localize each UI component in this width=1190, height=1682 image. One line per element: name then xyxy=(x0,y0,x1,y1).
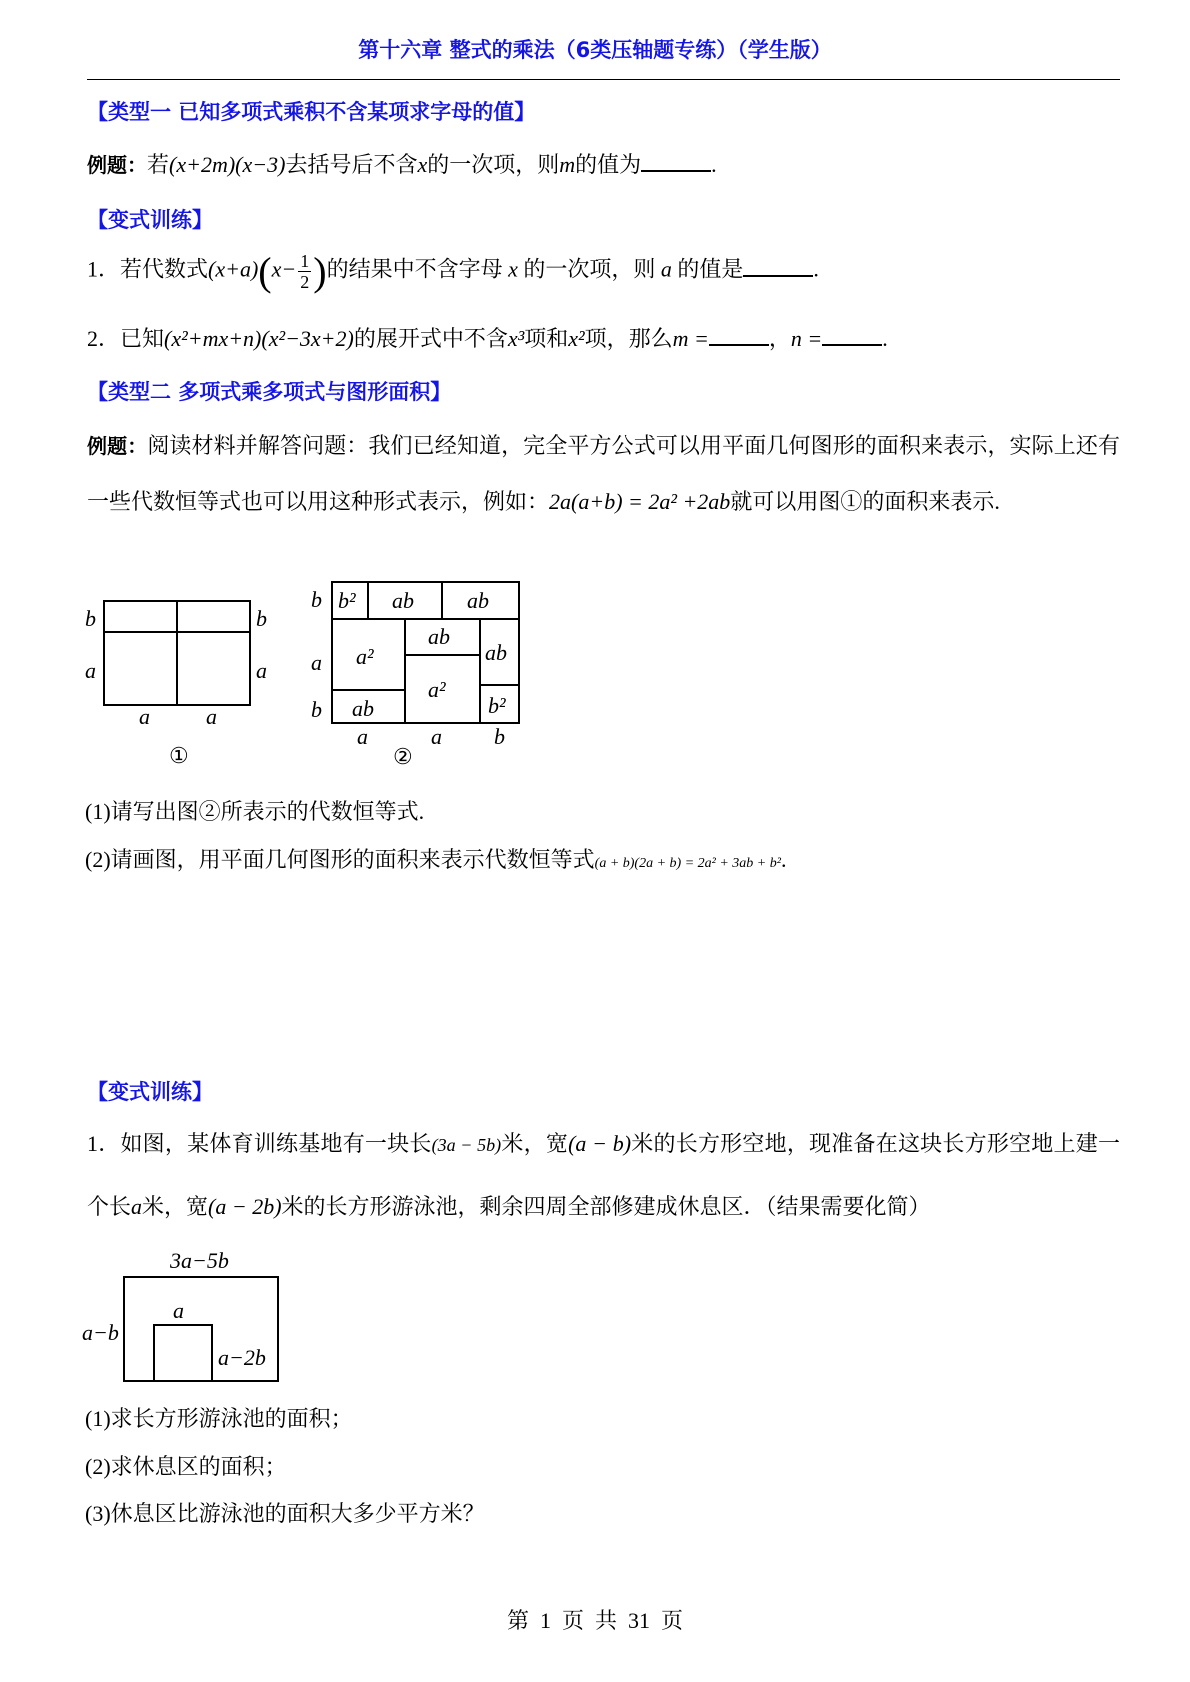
fig2-cell: a² xyxy=(356,644,374,669)
fig3-top-label: 3a−5b xyxy=(170,1248,229,1273)
fig2-left-b: b xyxy=(311,587,322,612)
fig2-left-a: a xyxy=(311,650,322,675)
text: 的值为 xyxy=(575,152,642,177)
math: x xyxy=(508,256,518,282)
fig2-left-b: b xyxy=(311,697,322,722)
fig2-cell: ab xyxy=(352,696,374,721)
fig2-bottom-b: b xyxy=(494,724,505,749)
text: . xyxy=(780,847,787,872)
fig2-cell: ab xyxy=(392,588,414,613)
type2-subquestion-2 xyxy=(85,843,786,874)
text: . xyxy=(813,256,819,282)
text: 去括号后不含 xyxy=(285,152,418,177)
text: 若 xyxy=(147,152,170,177)
practice-heading-2: 【变式训练】 xyxy=(87,1080,213,1104)
figure-3 xyxy=(0,1240,320,1390)
text: 的值是 xyxy=(677,256,744,282)
text: . xyxy=(882,326,888,351)
document-title: 第十六章 整式的乘法（6类压轴题专练）（学生版） xyxy=(358,38,832,62)
math: m = xyxy=(672,326,709,351)
paren: ) xyxy=(313,249,327,294)
text: 项，那么 xyxy=(584,326,673,351)
text: 的结果中不含字母 xyxy=(326,256,503,282)
fig1-left-a: a xyxy=(85,658,96,683)
numerator: 1 xyxy=(300,251,310,271)
math: (x+a) xyxy=(208,256,259,282)
question-number: 2． xyxy=(87,326,121,351)
math: (x+2m)(x−3) xyxy=(169,152,286,177)
fig3-subquestion-2: (2)求休息区的面积； xyxy=(85,1454,287,1479)
text: 项和 xyxy=(524,326,569,351)
fig2-bottom-a: a xyxy=(431,724,442,749)
math: a xyxy=(131,1194,143,1219)
fig1-caption: ① xyxy=(169,743,189,768)
text: 若代数式 xyxy=(120,256,209,282)
fig1-bottom-a: a xyxy=(206,704,217,729)
answer-blank xyxy=(641,150,711,172)
figure-1 xyxy=(104,601,250,705)
fig2-bottom-a: a xyxy=(357,724,368,749)
fig2-cell: b² xyxy=(338,588,356,613)
denominator: 2 xyxy=(300,272,310,292)
type1-question-1 xyxy=(87,248,819,295)
example-label: 例题： xyxy=(87,434,148,458)
fig3-subquestion-3: (3)休息区比游泳池的面积大多少平方米？ xyxy=(85,1501,485,1526)
fig1-right-a: a xyxy=(256,658,267,683)
math: (a − b) xyxy=(568,1131,632,1156)
text: 米，宽 xyxy=(142,1194,209,1219)
text: (2)请画图，用平面几何图形的面积来表示代数恒等式 xyxy=(85,847,595,872)
math: a xyxy=(660,256,672,282)
text: 就可以用图①的面积来表示. xyxy=(730,489,1000,514)
fig3-subquestion-1: (1)求长方形游泳池的面积； xyxy=(85,1406,353,1431)
text: 如图，某体育训练基地有一块长 xyxy=(120,1131,432,1156)
fig3-inner-right-label: a−2b xyxy=(218,1345,266,1370)
type2-heading: 【类型二 多项式乘多项式与图形面积】 xyxy=(87,380,452,404)
math: m xyxy=(559,152,576,177)
text: 的展开式中不含 xyxy=(353,326,508,351)
math: 2a(a+b) = 2a² +2ab xyxy=(549,489,731,514)
fig2-cell: ab xyxy=(428,624,450,649)
answer-blank xyxy=(743,255,813,277)
math: (a − 2b) xyxy=(208,1194,282,1219)
math: x− xyxy=(271,256,297,282)
fig2-cell: ab xyxy=(485,640,507,665)
fig2-cell: b² xyxy=(488,693,506,718)
example-label: 例题： xyxy=(87,153,147,177)
text: 米，宽 xyxy=(501,1131,569,1156)
fig2-caption: ② xyxy=(393,744,413,769)
text: ， xyxy=(768,326,791,351)
math: x xyxy=(417,152,428,177)
math: (a + b)(2a + b) = 2a² + 3ab + b² xyxy=(594,856,781,871)
question-number: 1． xyxy=(87,1131,121,1156)
type1-question-2 xyxy=(87,322,888,353)
type2-subquestion-1: (1)请写出图②所表示的代数恒等式. xyxy=(85,799,425,824)
text: 米的长方形空地，现准备在这块长方形空地上建一个长 xyxy=(87,1131,1120,1219)
fig2-cell: a² xyxy=(428,677,446,702)
question-number: 1． xyxy=(87,256,121,282)
type2-question-1 xyxy=(87,1113,1120,1238)
text: 已知 xyxy=(120,326,165,351)
fig1-left-b: b xyxy=(85,606,96,631)
header-divider xyxy=(87,79,1120,80)
text: . xyxy=(711,152,717,177)
type1-heading: 【类型一 已知多项式乘积不含某项求字母的值】 xyxy=(87,100,536,124)
type2-example xyxy=(87,418,1120,529)
type1-example xyxy=(87,148,717,179)
paren: ( xyxy=(258,249,272,294)
text: 米的长方形游泳池，剩余四周全部修建成休息区．（结果需要化简） xyxy=(281,1194,931,1219)
math: (x²+mx+n)(x²−3x+2) xyxy=(164,326,354,351)
page-footer: 第 1 页 共 31 页 xyxy=(506,1608,683,1633)
answer-blank-m xyxy=(709,324,769,346)
answer-blank-n xyxy=(822,324,882,346)
math: x² xyxy=(568,326,585,351)
math: n = xyxy=(790,326,823,351)
math: (3a − 5b) xyxy=(431,1135,502,1155)
fig1-right-b: b xyxy=(256,606,267,631)
fig3-left-label: a−b xyxy=(82,1320,119,1345)
fraction xyxy=(298,251,311,292)
figures-1-2 xyxy=(0,560,560,780)
fig3-inner-top-label: a xyxy=(173,1298,184,1323)
fig2-cell: ab xyxy=(467,588,489,613)
fig1-bottom-a: a xyxy=(139,704,150,729)
math: x³ xyxy=(507,326,525,351)
text: 阅读材料并解答问题：我们已经知道，完全平方公式可以用平面几何图形的面积来表示，实际上还有一些代数恒等式也可以用这种形式表示，例如： xyxy=(87,433,1120,514)
text: 的一次项，则 xyxy=(523,256,656,282)
practice-heading-1: 【变式训练】 xyxy=(87,208,213,232)
text: 的一次项，则 xyxy=(427,152,560,177)
